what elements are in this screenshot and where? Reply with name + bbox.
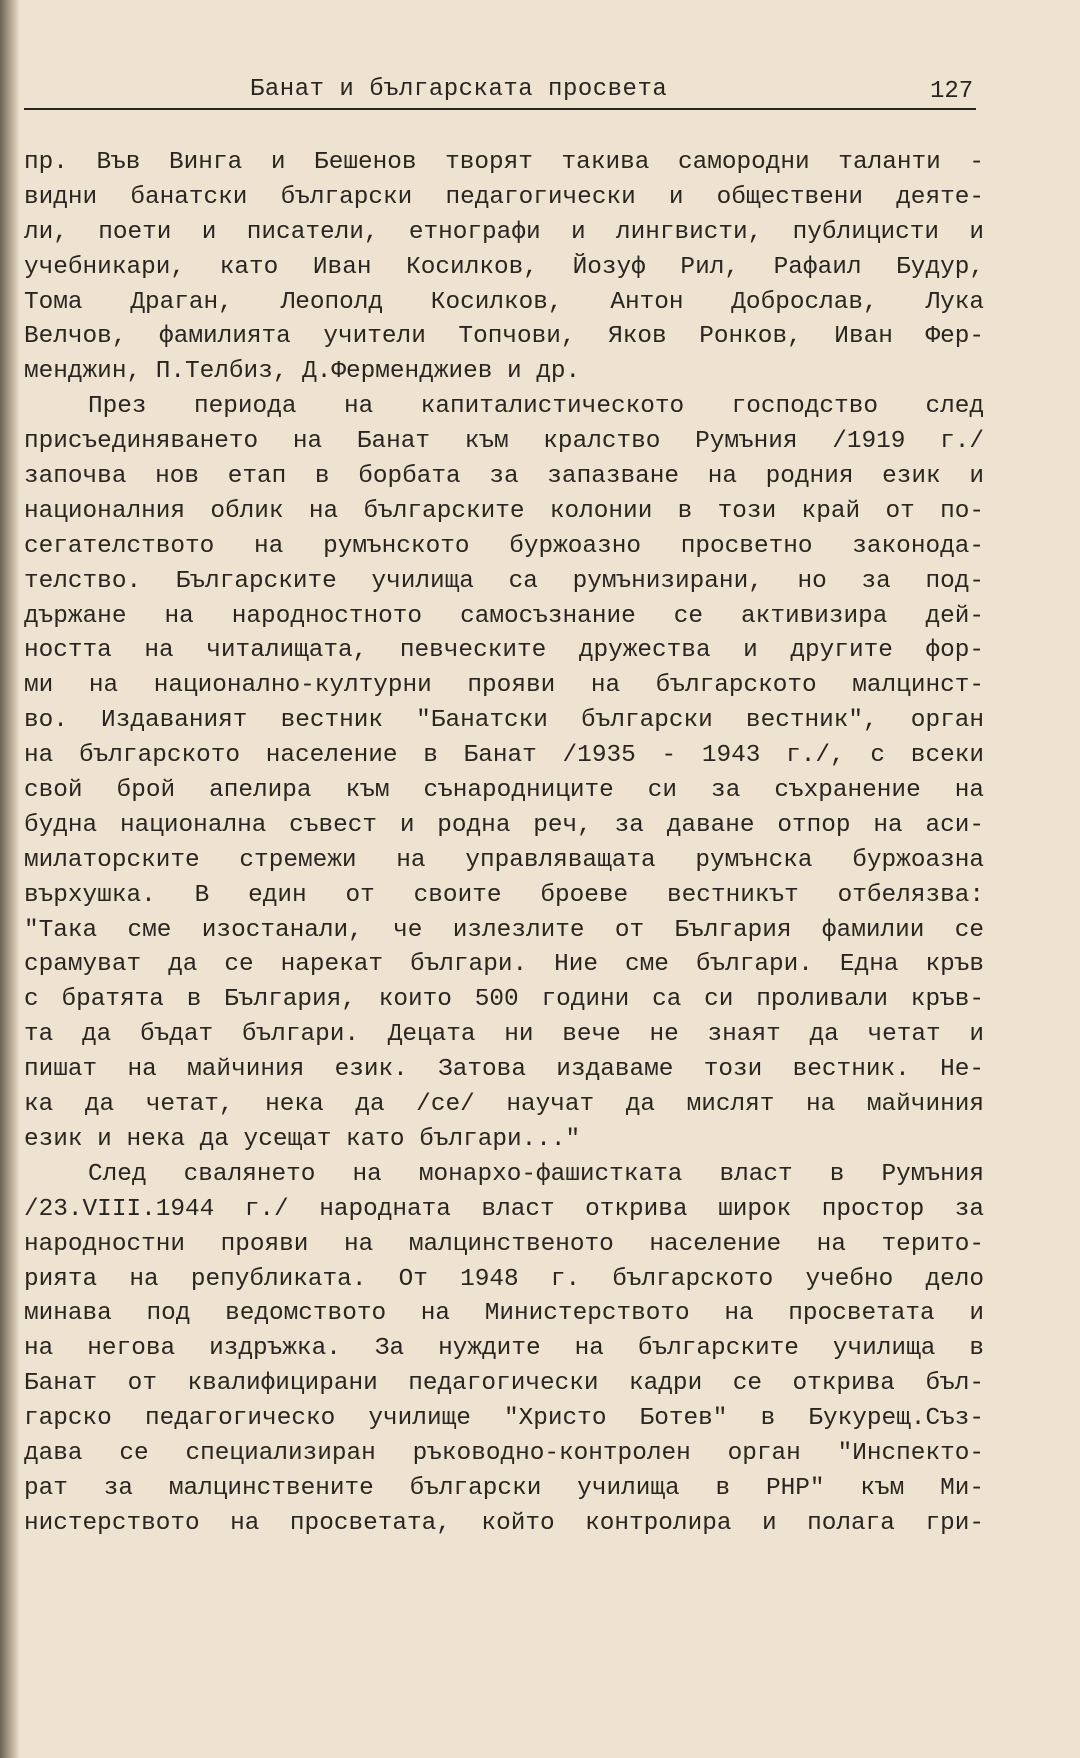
text-line: будна национална съвест и родна реч, за даване отпор на аси- xyxy=(24,811,984,839)
text-line: на негова издръжка. За нуждите на българските училища в xyxy=(24,1335,984,1363)
text-line: видни банатски български педагогически и обществени деяте- xyxy=(24,183,984,211)
text-line: националния облик на българските колонии в този край от по- xyxy=(24,497,984,525)
paragraph-first-line: След свалянето на монархо-фашистката власт в Румъния xyxy=(88,1160,984,1188)
text-line: менджин, П.Телбиз, Д.Ферменджиев и др. xyxy=(24,358,581,386)
text-line: та да бъдат българи. Децата ни вече не знаят да четат и xyxy=(24,1021,984,1049)
text-line: народностни прояви на малцинственото население на терито- xyxy=(24,1230,984,1258)
text-line: пишат на майчиния език. Затова издаваме този вестник. Не- xyxy=(24,1056,984,1084)
text-line: /23.VIII.1944 г./ народната власт открива широк простор за xyxy=(24,1195,984,1223)
text-line: ка да четат, нека да /се/ научат да мислят на майчиния xyxy=(24,1091,984,1119)
page-number: 127 xyxy=(930,78,974,105)
text-line: пр. Във Винга и Бешенов творят такива самородни таланти - xyxy=(24,149,984,176)
text-line: ли, поети и писатели, етнографи и лингвисти, публицисти и xyxy=(24,218,984,246)
text-line: започва нов етап в борбата за запазване на родния език и xyxy=(24,463,984,491)
text-line: върхушка. В един от своите броеве вестникът отбелязва: xyxy=(24,881,984,909)
text-line: рат за малцинствените български училища в РНР" към Ми- xyxy=(24,1474,984,1502)
text-line: во. Издаваният вестник "Банатски български вестник", орган xyxy=(24,707,984,735)
text-line: език и нека да усещат като българи..." xyxy=(24,1125,581,1153)
text-line: рията на републиката. От 1948 г. българското учебно дело xyxy=(24,1265,984,1293)
text-line: дава се специализиран ръководно-контролен орган "Инспекто- xyxy=(24,1439,984,1467)
text-line: гарско педагогическо училище "Христо Ботев" в Букурещ.Съз- xyxy=(24,1405,984,1433)
running-header-title: Банат и българската просвета xyxy=(250,76,668,103)
text-line: на българското население в Банат /1935 - 1943 г./, с всеки xyxy=(24,742,984,770)
text-line: ността на читалищата, певческите дружества и другите фор- xyxy=(24,637,984,665)
text-line: свой брой апелира към сънародниците си за съхранение на xyxy=(24,777,984,805)
text-line: Велчов, фамилията учители Топчови, Яков Ронков, Иван Фер- xyxy=(24,323,984,351)
running-header xyxy=(24,74,976,110)
text-line: сегателството на румънското буржоазно просветно законода- xyxy=(24,532,984,560)
text-line: срамуват да се нарекат българи. Ние сме българи. Една кръв xyxy=(24,951,984,979)
text-line: Банат от квалифицирани педагогически кадри се открива бъл- xyxy=(24,1370,984,1398)
book-spine-shadow xyxy=(0,0,20,1758)
body-text xyxy=(24,146,984,1542)
text-line: минава под ведомството на Министерството на просветата и xyxy=(24,1300,984,1328)
text-line: телство. Българските училища са румънизирани, но за под- xyxy=(24,567,984,595)
text-line: милаторските стремежи на управляващата румънска буржоазна xyxy=(24,846,984,874)
paragraph-first-line: През периода на капиталистическото господство след xyxy=(88,393,984,421)
text-line: присъединяването на Банат към кралство Румъния /1919 г./ xyxy=(24,428,984,456)
text-line: Тома Драган, Леополд Косилков, Антон Доброслав, Лука xyxy=(24,288,984,316)
text-line: държане на народностното самосъзнание се активизира дей- xyxy=(24,602,984,630)
book-page xyxy=(24,0,1024,1758)
text-line: нистерството на просветата, който контролира и полага гри- xyxy=(24,1509,984,1537)
text-line: "Така сме изостанали, че излезлите от България фамилии се xyxy=(24,916,984,944)
text-line: учебникари, като Иван Косилков, Йозуф Рил, Рафаил Будур, xyxy=(24,253,984,281)
text-line: ми на национално-културни прояви на българското малцинст- xyxy=(24,672,984,700)
text-line: с братята в България, които 500 години са си проливали кръв- xyxy=(24,986,984,1014)
